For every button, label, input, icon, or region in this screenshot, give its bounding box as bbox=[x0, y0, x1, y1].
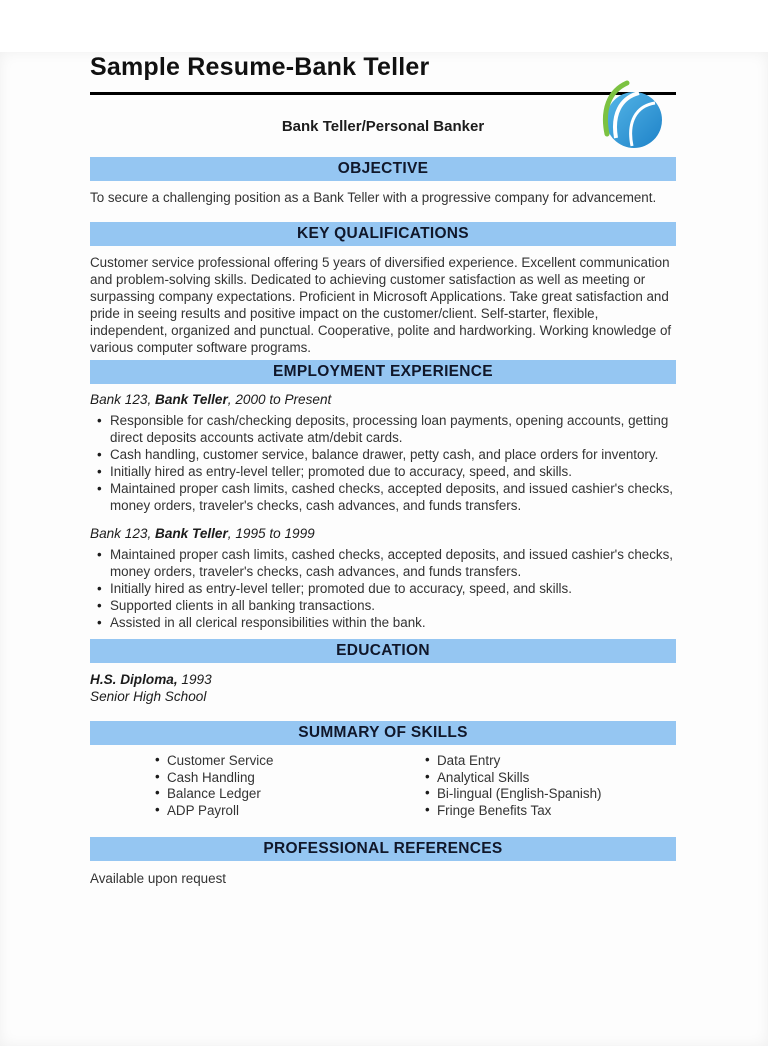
skill-item: • Cash Handling bbox=[149, 770, 419, 787]
objective-text: To secure a challenging position as a Bank Teller with a progressive company for advancement. bbox=[90, 190, 657, 205]
skill-item: • Analytical Skills bbox=[419, 770, 602, 787]
key-qualifications-text: Customer service professional offering 5 years of diversified experience. Excellent communication and problem-solving skills. Dedicated to achieving customer satisfaction as well as meeting or surpassing company expectations. Proficient in Microsoft Applications. Take great satisfaction and pride in seeing results and positive impact on the customer/client. Self-starter, flexible, independent, organized and punctual. Cooperative, polite and hardworking. Working knowledge of various computer software programs. bbox=[90, 255, 672, 355]
job-bullet-list bbox=[90, 546, 676, 631]
skill-item: • ADP Payroll bbox=[149, 803, 419, 820]
job-bullet-item: • Cash handling, customer service, balance drawer, petty cash, and place orders for inventory. bbox=[90, 446, 676, 463]
section-heading-key-qualifications: KEY QUALIFICATIONS bbox=[90, 222, 676, 246]
education-block bbox=[90, 671, 676, 705]
job-bullet-item: • Maintained proper cash limits, cashed checks, accepted deposits, and issued cashier's checks, money orders, traveler's checks, cash advances, and funds transfers. bbox=[90, 546, 676, 580]
skill-item: • Data Entry bbox=[419, 753, 602, 770]
page-title: Sample Resume-Bank Teller bbox=[90, 53, 430, 81]
section-heading-summary-of-skills: SUMMARY OF SKILLS bbox=[90, 721, 676, 745]
job-bullet-item: • Initially hired as entry-level teller; promoted due to accuracy, speed, and skills. bbox=[90, 580, 676, 597]
job-title: Bank Teller bbox=[155, 392, 228, 407]
references-text: Available upon request bbox=[90, 871, 226, 886]
job-dates: , 2000 to Present bbox=[227, 392, 332, 407]
job-heading bbox=[90, 525, 676, 542]
skill-item: • Fringe Benefits Tax bbox=[419, 803, 602, 820]
section-heading-education: EDUCATION bbox=[90, 639, 676, 663]
section-heading-professional-references: PROFESSIONAL REFERENCES bbox=[90, 837, 676, 861]
section-heading-objective: OBJECTIVE bbox=[90, 157, 676, 181]
skill-item: • Bi-lingual (English-Spanish) bbox=[419, 786, 602, 803]
job-bullet-item: • Responsible for cash/checking deposits, processing loan payments, opening accounts, getting direct deposits accounts activate atm/debit cards. bbox=[90, 412, 676, 446]
section-heading-employment-experience: EMPLOYMENT EXPERIENCE bbox=[90, 360, 676, 384]
job-dates: , 1995 to 1999 bbox=[227, 526, 315, 541]
job-bullet-item: • Maintained proper cash limits, cashed checks, accepted deposits, and issued cashier's checks, money orders, traveler's checks, cash advances, and funds transfers. bbox=[90, 480, 676, 514]
job-bullet-list bbox=[90, 412, 676, 514]
resume-page bbox=[0, 52, 768, 1046]
education-school: Senior High School bbox=[90, 689, 207, 704]
job-company: Bank 123, bbox=[90, 392, 155, 407]
title-underline bbox=[90, 92, 676, 95]
job-title: Bank Teller bbox=[155, 526, 228, 541]
education-degree: H.S. Diploma, bbox=[90, 672, 178, 687]
resume-subtitle: Bank Teller/Personal Banker bbox=[281, 118, 485, 135]
skill-item: • Balance Ledger bbox=[149, 786, 419, 803]
company-logo-icon bbox=[599, 80, 663, 154]
job-company: Bank 123, bbox=[90, 526, 155, 541]
skill-item: • Customer Service bbox=[149, 753, 419, 770]
job-bullet-item: • Initially hired as entry-level teller; promoted due to accuracy, speed, and skills. bbox=[90, 463, 676, 480]
education-degree-line bbox=[90, 671, 676, 688]
education-year: 1993 bbox=[181, 672, 212, 687]
skills-list-left bbox=[149, 753, 419, 819]
skills-list-right bbox=[419, 753, 602, 819]
job-heading bbox=[90, 391, 676, 408]
job-bullet-item: • Assisted in all clerical responsibilities within the bank. bbox=[90, 614, 676, 631]
skills-columns bbox=[90, 753, 676, 819]
job-bullet-item: • Supported clients in all banking transactions. bbox=[90, 597, 676, 614]
